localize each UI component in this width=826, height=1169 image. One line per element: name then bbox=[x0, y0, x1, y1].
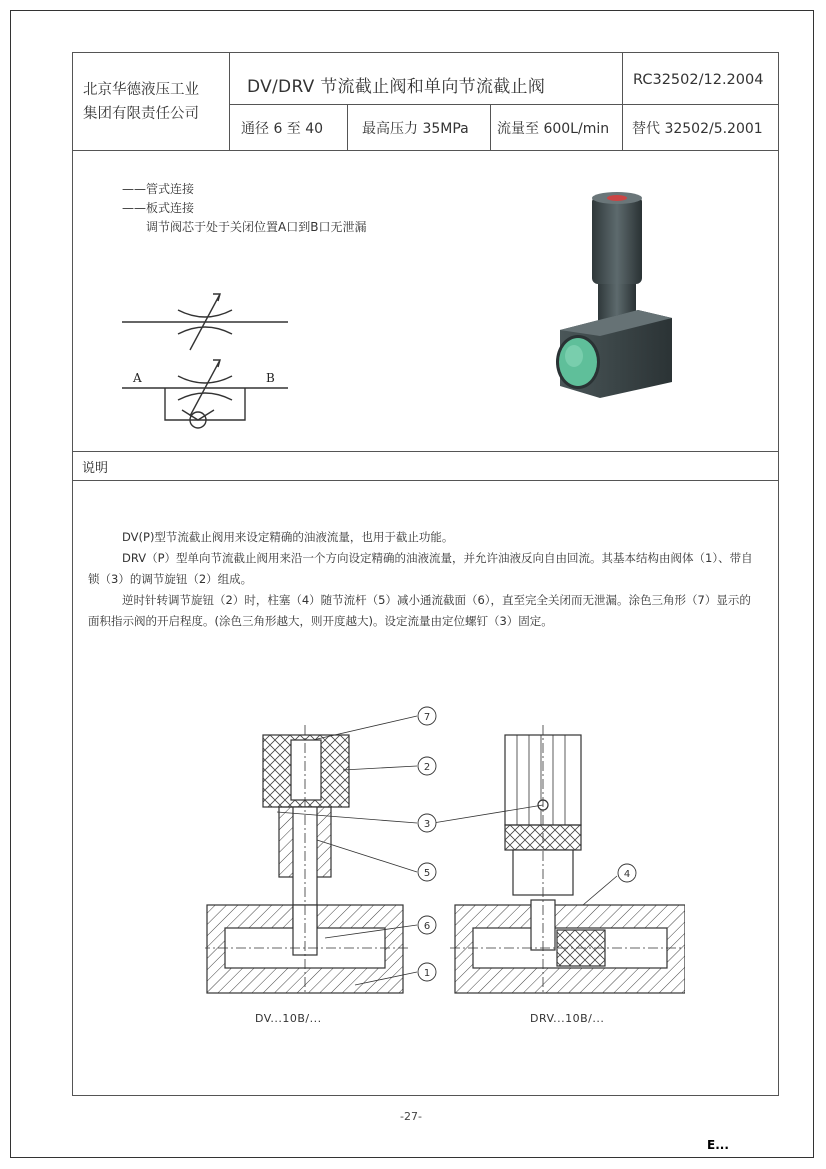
feature-list bbox=[122, 180, 366, 237]
drawing-caption-left: DV...10B/... bbox=[255, 1012, 322, 1025]
company-line2: 集团有限责任公司 bbox=[83, 106, 199, 122]
callout-label: 3 bbox=[423, 819, 431, 830]
corner-mark: E... bbox=[707, 1138, 729, 1152]
hydraulic-symbol bbox=[110, 280, 300, 435]
description-paragraph: DRV（P）型单向节流截止阀用来沿一个方向设定精确的油液流量，并允许油液反向自由回流。其基本结构由阀体（1）、带自锁（3）的调节旋钮（2）组成。 bbox=[88, 551, 753, 586]
document-number: RC32502/12.2004 bbox=[633, 72, 764, 88]
spec-flow: 流量至 600L/min bbox=[497, 121, 610, 137]
callout-label: 1 bbox=[423, 968, 431, 979]
feature-item: 调节阀芯于处于关闭位置A口到B口无泄漏 bbox=[146, 220, 367, 234]
company-line1: 北京华德液压工业 bbox=[83, 82, 199, 98]
header-divider bbox=[229, 52, 230, 150]
description-paragraph: 逆时针转调节旋钮（2）时，柱塞（4）随节流杆（5）减小通流截面（6），直至完全关闭而无泄漏。涂色三角形（7）显示的面积指示阀的开启程度。(涂色三角形越大，则开度越大)。设定流量由定位螺钉（3）固定。 bbox=[88, 593, 751, 628]
feature-item: ——板式连接 bbox=[122, 201, 195, 215]
header-divider bbox=[347, 104, 348, 150]
spec-diameter: 通径 6 至 40 bbox=[241, 121, 324, 137]
port-a-label: A bbox=[133, 371, 142, 385]
callout-label: 5 bbox=[423, 868, 431, 879]
spec-replaces: 替代 32502/5.2001 bbox=[632, 121, 763, 137]
sectional-drawing bbox=[205, 700, 685, 1000]
feature-item: ——管式连接 bbox=[122, 182, 195, 196]
header-divider bbox=[490, 104, 491, 150]
document-title: DV/DRV 节流截止阀和单向节流截止阀 bbox=[247, 77, 546, 97]
section-rule bbox=[72, 480, 779, 481]
callout-label: 2 bbox=[423, 762, 431, 773]
page-number: -27- bbox=[400, 1110, 422, 1123]
spec-pressure: 最高压力 35MPa bbox=[362, 121, 469, 137]
section-rule bbox=[72, 451, 779, 452]
header-divider bbox=[622, 52, 623, 150]
port-b-label: B bbox=[266, 371, 275, 385]
callout-label: 7 bbox=[423, 712, 431, 723]
header-bottom-rule bbox=[72, 150, 779, 151]
drawing-caption-right: DRV...10B/... bbox=[530, 1012, 605, 1025]
callout-label: 6 bbox=[423, 921, 431, 932]
company-name bbox=[83, 78, 199, 126]
header-middle-rule bbox=[229, 104, 779, 105]
callout-label: 4 bbox=[623, 869, 631, 880]
section-title: 说明 bbox=[82, 461, 109, 476]
description-paragraph: DV(P)型节流截止阀用来设定精确的油液流量，也用于截止功能。 bbox=[122, 530, 454, 544]
valve-photo bbox=[548, 190, 678, 400]
